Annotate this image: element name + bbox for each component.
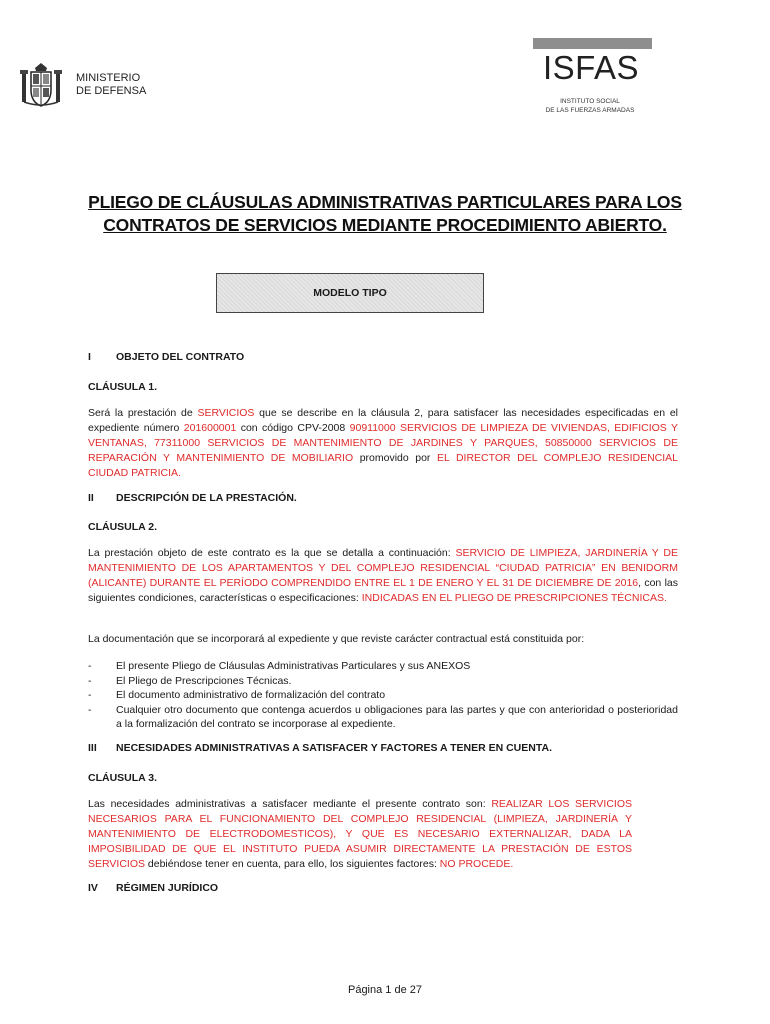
list-item-text: El Pliego de Prescripciones Técnicas. [116,674,292,687]
list-item-text: Cualquier otro documento que contenga acuerdos u obligaciones para las partes y que con anterioridad o posterioridad a la formalización del contrato se incorporase al expediente. [116,703,678,730]
section-1-number: I [88,351,91,363]
documentation-intro: La documentación que se incorporará al expediente y que reviste carácter contractual está constituida por: [88,633,585,645]
clause-3-t1: Las necesidades administrativas a satisfacer mediante el presente contrato son: [88,798,492,810]
clause-1-r1: SERVICIOS [197,407,255,419]
coat-of-arms-icon [18,62,64,108]
list-item [88,703,678,732]
document-title-line2: CONTRATOS DE SERVICIOS MEDIANTE PROCEDIMIENTO ABIERTO. [103,215,667,235]
ministry-line2: DE DEFENSA [76,85,147,97]
section-1-title: OBJETO DEL CONTRATO [116,351,245,363]
clause-3-text [88,797,632,872]
clause-1-text [88,406,678,481]
list-item [88,674,678,689]
clause-2-heading: CLÁUSULA 2. [88,521,158,533]
list-item-dash: - [88,689,92,701]
isfas-logo-subtitle [520,97,660,115]
list-item-text: El documento administrativo de formalización del contrato [116,689,386,701]
clause-2-t2: , con las siguientes condiciones, características o especificaciones: [88,577,678,604]
clause-1-r2: 201600001 [183,422,237,434]
isfas-sub-line1: INSTITUTO SOCIAL [560,98,620,105]
clause-2-t1: La prestación objeto de este contrato es la que se detalla a continuación: [88,547,456,559]
document-title-line1: PLIEGO DE CLÁUSULAS ADMINISTRATIVAS PARTICULARES PARA LOS [88,192,682,212]
section-2-number: II [88,492,94,504]
clause-2-text [88,546,678,606]
list-item-text: El presente Pliego de Cláusulas Administrativas Particulares y sus ANEXOS [116,660,471,672]
clause-2-r2: INDICADAS EN EL PLIEGO DE PRESCRIPCIONES TÉCNICAS. [361,592,667,604]
clause-1-t4: promovido por [353,452,437,464]
model-type-box [216,273,484,313]
list-item-dash: - [88,674,92,687]
section-4-title: RÉGIMEN JURÍDICO [116,882,219,894]
clause-3-t2: debiéndose tener en cuenta, para ello, los siguientes factores: [145,858,440,870]
section-3-title: NECESIDADES ADMINISTRATIVAS A SATISFACER Y FACTORES A TENER EN CUENTA. [116,742,552,754]
clause-1-heading: CLÁUSULA 1. [88,381,158,393]
isfas-sub-line2: DE LAS FUERZAS ARMADAS [545,107,635,114]
list-item-dash: - [88,703,92,716]
clause-2-r1: SERVICIO DE LIMPIEZA, JARDINERÍA Y DE MANTENIMIENTO DE LOS APARTAMENTOS Y DEL COMPLEJO RESIDENCIAL “CIUDAD PATRICIA” EN BENIDORM (ALICANTE) DURANTE EL PERÍODO COMPRENDIDO ENTRE EL 1 DE ENERO Y EL 31 DE DICIEMBRE DE 2016 [88,547,678,589]
documentation-list [88,659,678,732]
clause-3-heading: CLÁUSULA 3. [88,772,158,784]
list-item [88,688,678,703]
clause-3-r1: REALIZAR LOS SERVICIOS NECESARIOS PARA EL FUNCIONAMIENTO DEL COMPLEJO RESIDENCIAL (LIMPIEZA, JARDINERÍA Y MANTENIMIENTO DE ELECTRODOMESTICOS), Y QUE ES NECESARIO EXTERNALIZAR, DADA LA IMPOSIBILIDAD DE QUE EL INSTITUTO PUEDA ASUMIR DIRECTAMENTE LA PRESTACIÓN DE ESTOS SERVICIOS [88,798,633,870]
section-3-number: III [88,742,97,754]
clause-3-r2: NO PROCEDE. [439,858,514,870]
ministry-name [76,72,146,98]
clause-1-t3: con código CPV-2008 [236,422,350,434]
section-4-number: IV [88,882,98,894]
model-type-label: MODELO TIPO [313,287,387,299]
page-number: Página 1 de 27 [347,984,422,996]
clause-1-t1: Será la prestación de [88,407,198,419]
clause-1-t2: que se describe en la cláusula 2, para satisfacer las necesidades especificadas en el expediente número [88,407,678,434]
list-item-dash: - [88,660,92,672]
clause-1-r4: EL DIRECTOR DEL COMPLEJO RESIDENCIAL CIUDAD PATRICIA. [88,452,678,479]
clause-1-r3: 90911000 SERVICIOS DE LIMPIEZA DE VIVIENDAS, EDIFICIOS Y VENTANAS, 77311000 SERVICIOS DE MANTENIMIENTO DE JARDINES Y PARQUES, 50850000 SERVICIOS DE REPARACIÓN Y MANTENIMIENTO DE MOBILIARIO [88,422,678,464]
list-item [88,659,678,674]
isfas-logo-title: ISFAS [542,49,640,86]
section-2-title: DESCRIPCIÓN DE LA PRESTACIÓN. [116,492,297,504]
document-title [70,191,700,237]
ministry-line1: MINISTERIO [76,72,141,84]
